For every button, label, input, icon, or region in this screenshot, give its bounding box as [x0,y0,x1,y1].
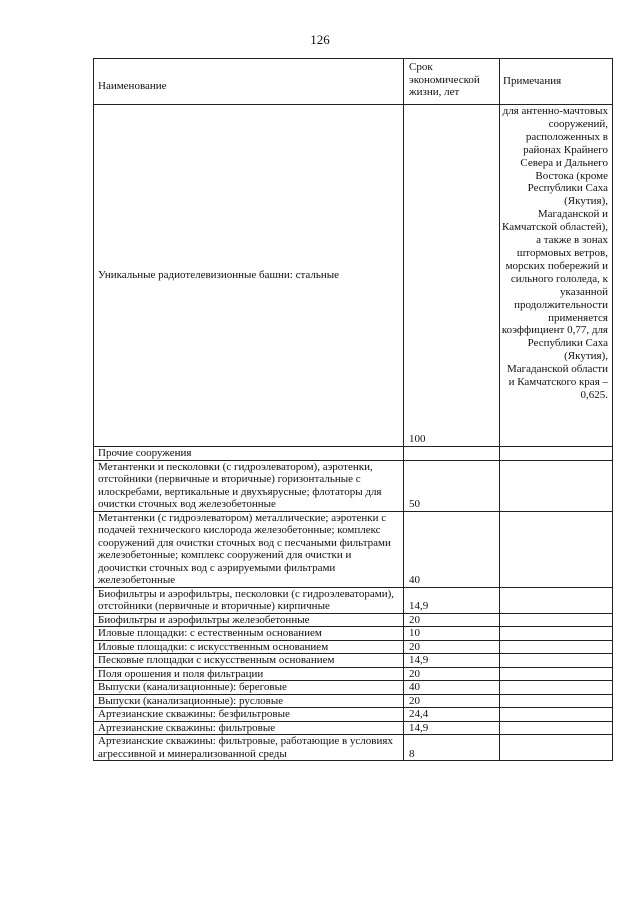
row-note [500,654,613,668]
row-name: Иловые площадки: с естественным основанием [94,627,404,641]
row-life: 20 [404,667,500,681]
page-number: 126 [310,32,330,47]
row-name: Биофильтры и аэрофильтры, песколовки (с гидроэлеваторами), отстойники (первичные и вторичные) кирпичные [94,587,404,613]
row-name: Иловые площадки: с искусственным основанием [94,640,404,654]
row-note [500,627,613,641]
table-header-row [94,59,613,105]
row-note [500,460,613,511]
row-life: 14,9 [404,654,500,668]
row-note [500,447,613,461]
row-life: 100 [404,105,500,447]
table-row [94,460,613,511]
table-row [94,654,613,668]
row-name: Артезианские скважины: фильтровые, работающие в условиях агрессивной и минерализованной среды [94,735,404,761]
row-note [500,735,613,761]
row-note [500,587,613,613]
table-row [94,447,613,461]
row-life: 20 [404,694,500,708]
row-life: 8 [404,735,500,761]
row-life [404,447,500,461]
table-row [94,105,613,447]
table-row [94,667,613,681]
row-name: Артезианские скважины: фильтровые [94,721,404,735]
row-note [500,511,613,587]
table-row [94,681,613,695]
row-note [500,613,613,627]
header-name: Наименование [98,80,167,93]
row-name: Метантенки (с гидроэлеватором) металлические; аэротенки с подачей технического кислорода железобетонные; комплекс сооружений для очистки сточных вод с песчаными фильтрами железобетонные; комплекс сооружений для очистки и доочистки сточных вод с аэрируемыми фильтрами железобетонные [94,511,404,587]
header-notes: Примечания [500,59,613,105]
row-name: Прочие сооружения [94,447,404,461]
row-life: 40 [404,511,500,587]
row-note [500,694,613,708]
row-name: Уникальные радиотелевизионные башни: стальные [94,105,404,447]
table-row [94,640,613,654]
row-life: 10 [404,627,500,641]
row-name: Песковые площадки с искусственным основанием [94,654,404,668]
row-life: 50 [404,460,500,511]
row-name: Биофильтры и аэрофильтры железобетонные [94,613,404,627]
header-life: Срок экономической жизни, лет [404,59,500,105]
row-name: Выпуски (канализационные): береговые [94,681,404,695]
row-life: 40 [404,681,500,695]
row-note: для антенно-мачтовых сооружений, расположенных в районах Крайнего Севера и Дальнего Востока (кроме Республики Саха (Якутия), Магаданской и Камчатской областей), а также в зонах штормовых ветров, морских побережий и сильного гололеда, к указанной продолжительности применяется коэффициент 0,77, для Республики Саха (Якутия), Магаданской области и Камчатского края – 0,625. [500,105,613,447]
depreciation-table [93,58,613,761]
row-life: 20 [404,613,500,627]
row-name: Метантенки и песколовки (с гидроэлеватором), аэротенки, отстойники (первичные и вторичные) горизонтальные с илоскребами, вертикальные и двухъярусные; флотаторы для очистки сточных вод железобетонные [94,460,404,511]
row-life: 20 [404,640,500,654]
row-note [500,708,613,722]
row-name: Выпуски (канализационные): русловые [94,694,404,708]
row-note [500,667,613,681]
table-row [94,613,613,627]
table-row [94,627,613,641]
row-life: 14,9 [404,587,500,613]
row-name: Поля орошения и поля фильтрации [94,667,404,681]
row-note [500,721,613,735]
table-row [94,694,613,708]
table-row [94,587,613,613]
row-life: 24,4 [404,708,500,722]
table-row [94,511,613,587]
row-note [500,640,613,654]
header-name-cell [94,59,404,105]
row-name: Артезианские скважины: безфильтровые [94,708,404,722]
row-note [500,681,613,695]
table-row [94,708,613,722]
table-row [94,721,613,735]
table-row [94,735,613,761]
row-life: 14,9 [404,721,500,735]
